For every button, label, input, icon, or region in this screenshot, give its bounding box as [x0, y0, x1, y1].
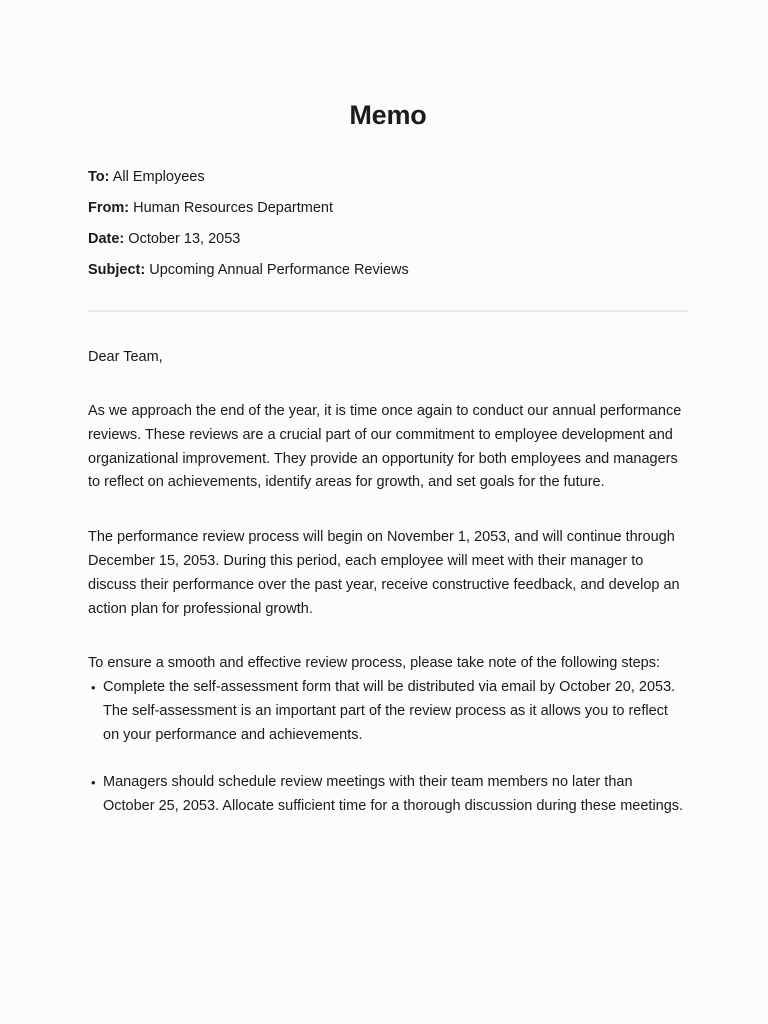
from-label: From:: [88, 200, 130, 216]
to-field: [88, 167, 688, 187]
to-value: All Employees: [112, 169, 205, 185]
memo-header-fields: [88, 167, 688, 280]
from-value: Human Resources Department: [133, 200, 333, 216]
steps-list: [88, 676, 688, 818]
step-text: Managers should schedule review meetings with their team members no later than October 25, 2053. Allocate sufficient time for a thorough discussion during these meetings.: [103, 774, 684, 814]
to-label: To:: [88, 169, 110, 185]
bullet-icon: •: [91, 680, 96, 696]
date-label: Date:: [88, 231, 125, 247]
steps-intro: To ensure a smooth and effective review process, please take note of the following steps:: [88, 655, 661, 672]
bullet-icon: •: [91, 775, 96, 791]
date-field: [88, 229, 688, 249]
subject-field: [88, 260, 688, 280]
memo-title: Memo: [349, 100, 427, 130]
header-divider: [88, 310, 688, 312]
list-item: [88, 676, 688, 747]
from-field: [88, 198, 688, 218]
greeting: Dear Team,: [88, 349, 163, 365]
subject-value: Upcoming Annual Performance Reviews: [149, 262, 409, 278]
paragraph-schedule: The performance review process will begin on November 1, 2053, and will continue through December 15, 2053. During this period, each employee will meet with their manager to discuss their performance over the past year, receive constructive feedback, and develop an action plan for professional growth.: [88, 529, 680, 617]
step-text: Complete the self-assessment form that will be distributed via email by October 20, 2053. The self-assessment is an important part of the review process as it allows you to reflect on your performance and achievements.: [103, 679, 676, 743]
date-value: October 13, 2053: [128, 231, 241, 247]
subject-label: Subject:: [88, 262, 146, 278]
list-item: [88, 771, 688, 819]
paragraph-intro: As we approach the end of the year, it is time once again to conduct our annual performance reviews. These reviews are a crucial part of our commitment to employee development and organizational improvement. They provide an opportunity for both employees and managers to reflect on achievements, identify areas for growth, and set goals for the future.: [88, 403, 682, 491]
